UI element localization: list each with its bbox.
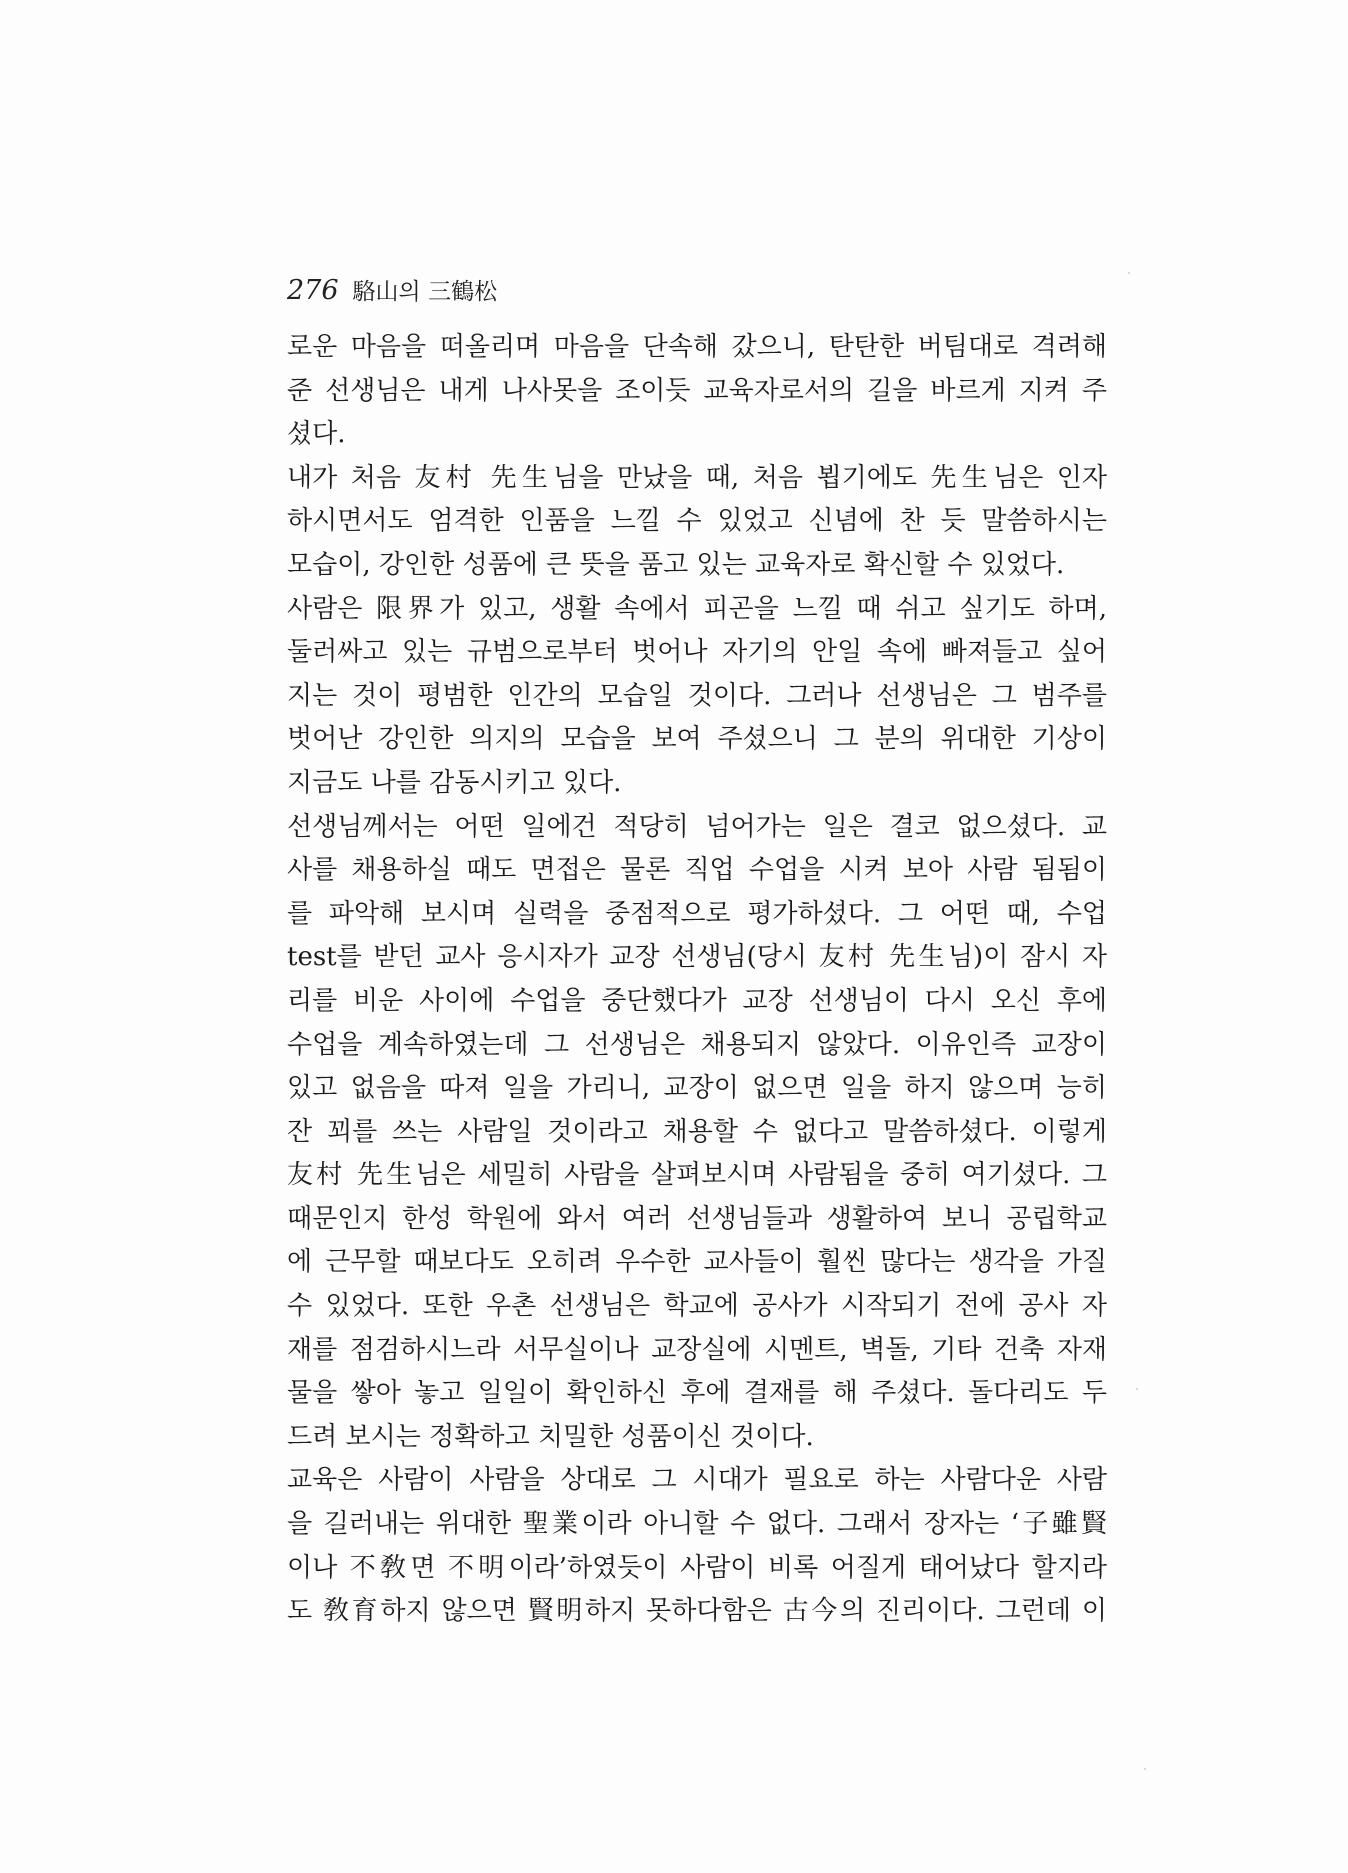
text-line: 있고 없음을 따져 일을 가리니, 교장이 없으면 일을 하지 않으며 능히 (287, 1073, 1107, 1104)
text-line: 에 근무할 때보다도 오히려 우수한 교사들이 훨씬 많다는 생각을 가질 (287, 1247, 1107, 1278)
text-line: 로운 마음을 떠올리며 마음을 단속해 갔으니, 탄탄한 버팀대로 격려해 (287, 332, 1107, 362)
text-line: 둘러싸고 있는 규범으로부터 벗어나 자기의 안일 속에 빠져들고 싶어 (287, 637, 1107, 668)
scan-speck (1136, 1388, 1138, 1390)
text-line: 셨다. (287, 419, 346, 450)
book-title: 駱山의 三鶴松 (352, 279, 498, 305)
text-line: 드려 보시는 정확하고 치밀한 성품이신 것이다. (287, 1421, 814, 1452)
text-line: 사를 채용하실 때도 면접은 물론 직업 수업을 시켜 보아 사람 됨됨이 (287, 855, 1107, 886)
scan-speck (1144, 1768, 1146, 1770)
text-line: 지금도 나를 감동시키고 있다. (287, 767, 622, 798)
text-line: 수업을 계속하였는데 그 선생님은 채용되지 않았다. 이유인즉 교장이 (287, 1029, 1107, 1060)
text-line: 준 선생님은 내게 나사못을 조이듯 교육자로서의 길을 바르게 지켜 주 (287, 375, 1107, 406)
text-line: 사람은 限界가 있고, 생활 속에서 피곤을 느낄 때 쉬고 싶기도 하며, (287, 593, 1107, 624)
text-line: 수 있었다. 또한 우촌 선생님은 학교에 공사가 시작되기 전에 공사 자 (287, 1291, 1107, 1322)
text-line: 선생님께서는 어떤 일에건 적당히 넘어가는 일은 결코 없으셨다. 교 (287, 811, 1107, 842)
text-line: 友村 先生님은 세밀히 사람을 살펴보시며 사람됨을 중히 여기셨다. 그 (287, 1160, 1107, 1191)
text-line: 하시면서도 엄격한 인품을 느낄 수 있었고 신념에 찬 듯 말씀하시는 (287, 506, 1107, 537)
text-line: 도 敎育하지 않으면 賢明하지 못하다함은 古今의 진리이다. 그런데 이 (287, 1596, 1107, 1627)
text-line: 잔 꾀를 쓰는 사람일 것이라고 채용할 수 없다고 말씀하셨다. 이렇게 (287, 1116, 1107, 1147)
text-line: 벗어난 강인한 의지의 모습을 보여 주셨으니 그 분의 위대한 기상이 (287, 724, 1107, 755)
text-line: 모습이, 강인한 성품에 큰 뜻을 품고 있는 교육자로 확신할 수 있었다. (287, 549, 1065, 580)
text-line: 재를 점검하시느라 서무실이나 교장실에 시멘트, 벽돌, 기타 건축 자재 (287, 1334, 1107, 1365)
running-head (287, 273, 497, 313)
text-line: test를 받던 교사 응시자가 교장 선생님(당시 友村 先生님)이 잠시 자 (287, 942, 1107, 973)
text-line: 내가 처음 友村 先生님을 만났을 때, 처음 뵙기에도 先生님은 인자 (287, 462, 1107, 493)
text-line: 때문인지 한성 학원에 와서 여러 선생님들과 생활하여 보니 공립학교 (287, 1203, 1107, 1234)
body-text (287, 326, 1107, 1634)
text-line: 이나 不敎면 不明이라’하였듯이 사람이 비록 어질게 태어났다 할지라 (287, 1552, 1107, 1583)
page-number: 276 (287, 275, 339, 306)
text-line: 물을 쌓아 놓고 일일이 확인하신 후에 결재를 해 주셨다. 돌다리도 두 (287, 1378, 1107, 1409)
scan-speck (1128, 272, 1130, 274)
text-line: 지는 것이 평범한 인간의 모습일 것이다. 그러나 선생님은 그 범주를 (287, 680, 1107, 711)
text-line: 를 파악해 보시며 실력을 중점적으로 평가하셨다. 그 어떤 때, 수업 (287, 898, 1107, 929)
text-line: 교육은 사람이 사람을 상대로 그 시대가 필요로 하는 사람다운 사람 (287, 1465, 1107, 1496)
text-line: 리를 비운 사이에 수업을 중단했다가 교장 선생님이 다시 오신 후에 (287, 985, 1107, 1016)
text-line: 을 길러내는 위대한 聖業이라 아니할 수 없다. 그래서 장자는 ‘子雖賢 (287, 1509, 1107, 1540)
